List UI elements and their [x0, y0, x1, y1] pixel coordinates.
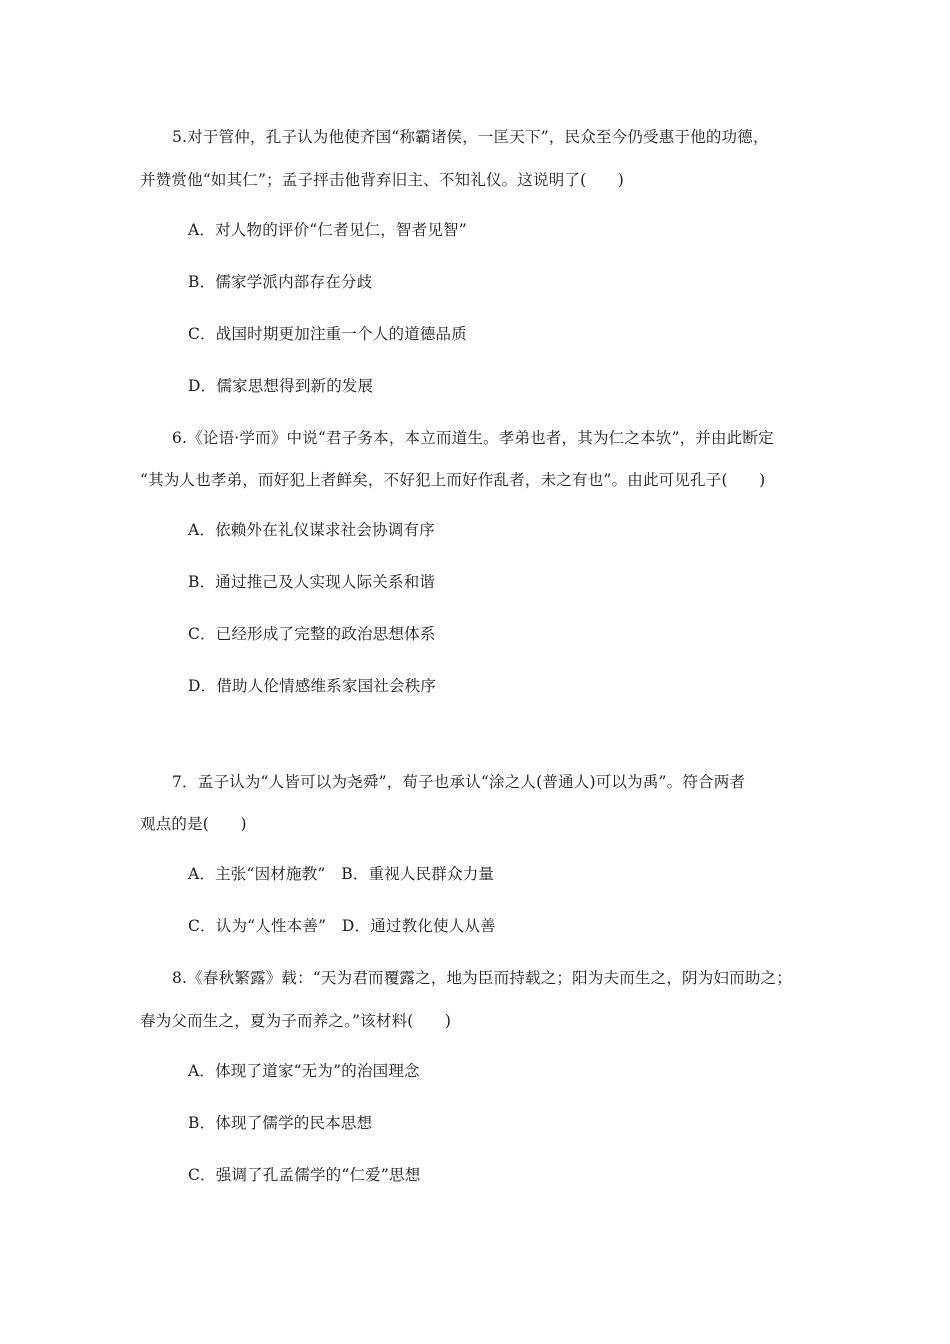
question-6-option-d: D．借助人伦情感维系家国社会秩序 [188, 677, 437, 695]
question-7-option-ab: A．主张“因材施教” B．重视人民群众力量 [188, 865, 495, 883]
question-8-option-a: A．体现了道家“无为”的治国理念 [188, 1062, 420, 1080]
question-7-stem-line-2: 观点的是( ) [140, 815, 247, 833]
question-8-stem-line-2: 春为父而生之，夏为子而养之。”该材料( ) [140, 1012, 452, 1030]
question-8-stem-line-1: 8.《春秋繁露》载：“天为君而覆露之，地为臣而持载之；阳为夫而生之，阴为妇而助之； [172, 969, 792, 987]
question-6-option-a: A．依赖外在礼仪谋求社会协调有序 [188, 521, 435, 539]
question-8-option-b: B．体现了儒学的民本思想 [188, 1114, 373, 1132]
question-5-stem-line-1: 5.对于管仲，孔子认为他使齐国“称霸诸侯，一匡天下”，民众至今仍受惠于他的功德， [172, 128, 769, 146]
question-6-stem-line-2: “其为人也孝弟，而好犯上者鲜矣，不好犯上而好作乱者，未之有也”。由此可见孔子( ) [140, 471, 766, 489]
question-5-stem-line-2: 并赞赏他“如其仁”；孟子抨击他背弃旧主、不知礼仪。这说明了( ) [140, 171, 625, 189]
question-5-option-a: A．对人物的评价“仁者见仁，智者见智” [188, 221, 467, 239]
question-7-stem-line-1: 7．孟子认为“人皆可以为尧舜”，荀子也承认“涂之人(普通人)可以为禹”。符合两者 [172, 773, 746, 791]
question-5-option-b: B．儒家学派内部存在分歧 [188, 273, 373, 291]
question-8-option-c: C．强调了孔孟儒学的“仁爱”思想 [188, 1166, 421, 1184]
question-5-option-d: D．儒家思想得到新的发展 [188, 377, 374, 395]
question-6-option-c: C．已经形成了完整的政治思想体系 [188, 625, 436, 643]
question-6-option-b: B．通过推己及人实现人际关系和谐 [188, 573, 436, 591]
question-5-option-c: C．战国时期更加注重一个人的道德品质 [188, 325, 467, 343]
question-6-stem-line-1: 6.《论语·学而》中说“君子务本，本立而道生。孝弟也者，其为仁之本欤”，并由此断定 [172, 429, 774, 447]
question-7-option-cd: C．认为“人性本善” D．通过教化使人从善 [188, 917, 496, 935]
